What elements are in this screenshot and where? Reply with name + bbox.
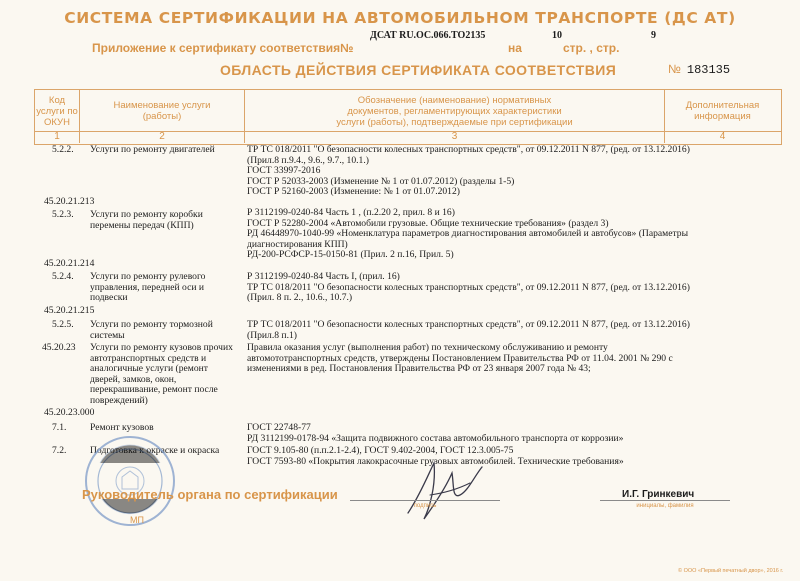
main-title: ОБЛАСТЬ ДЕЙСТВИЯ СЕРТИФИКАТА СООТВЕТСТВИЯ bbox=[220, 62, 617, 78]
service-name: Услуги по ремонту тормозной bbox=[90, 319, 213, 330]
name-caption: инициалы, фамилия bbox=[636, 503, 694, 509]
document-line: ГОСТ 9.105-80 (п.п.2.1-2.4), ГОСТ 9.402-2004, ГОСТ 12.3.005-75 bbox=[247, 445, 514, 456]
okun-code: 45.20.21.213 bbox=[44, 196, 95, 207]
row-code: 5.2.2. bbox=[52, 144, 74, 155]
row-code: 5.2.3. bbox=[52, 209, 74, 220]
appendix-label: Приложение к сертификату соответствия bbox=[92, 41, 341, 55]
document-line: ГОСТ 22748-77 bbox=[247, 422, 311, 433]
printer-imprint: © ООО «Первый печатный двор», 2016 г. bbox=[678, 568, 784, 574]
document-line: ГОСТ Р 52280-2004 «Автомобили грузовые. Общие технические требования» (раздел 3) bbox=[247, 217, 609, 229]
service-name: дверей, замков, окон, bbox=[90, 373, 177, 385]
document-line: изменениями в ред. Постановления Правительства РФ от 23 января 2007 года № 43; bbox=[247, 363, 591, 374]
service-name: подвески bbox=[90, 292, 128, 303]
serial-value: 183135 bbox=[686, 63, 731, 77]
service-name: системы bbox=[90, 329, 125, 341]
system-title: СИСТЕМА СЕРТИФИКАЦИИ НА АВТОМОБИЛЬНОМ ТРАНСПОРТЕ (ДС АТ) bbox=[64, 9, 736, 27]
number-sign: № bbox=[340, 41, 354, 55]
row-code: 5.2.5. bbox=[52, 319, 74, 330]
service-name: Услуги по ремонту кузовов прочих bbox=[90, 342, 233, 353]
service-name: Услуги по ремонту двигателей bbox=[90, 144, 215, 155]
signer-name: И.Г. Гринкевич bbox=[622, 489, 695, 500]
okun-code: 45.20.21.215 bbox=[44, 305, 95, 316]
document-line: ГОСТ 33997-2016 bbox=[247, 165, 321, 176]
okun-code: 45.20.23.000 bbox=[44, 407, 95, 418]
document-line: РД 46448970-1040-99 «Номенклатура параметров диагностирования автомобилей и автобусов» (Параметры bbox=[247, 228, 689, 239]
certificate-number: ДСАТ RU.OC.066.TO2135 bbox=[370, 30, 486, 41]
service-name: Ремонт кузовов bbox=[90, 422, 154, 433]
service-name: аналогичные услуги (ремонт bbox=[90, 363, 209, 374]
column-header-documents: Обозначение (наименование) нормативных документов, регламентирующих характеристики услуги (работы), подтверждаемые при сертификации bbox=[336, 94, 573, 128]
column-number: 2 bbox=[159, 131, 165, 142]
column-number: 4 bbox=[719, 131, 726, 142]
document-line: автомототранспортных средств, утверждены Постановлением Правительства РФ от 11.04. 2001 № 290 с bbox=[247, 352, 673, 364]
head-of-certification-label: Руководитель органа по сертификации bbox=[82, 487, 338, 502]
page-number: 10 bbox=[552, 30, 562, 41]
document-line: ГОСТ 7593-80 «Покрытия лакокрасочные грузовых автомобилей. Технические требования» bbox=[247, 455, 624, 467]
document-line: (Прил.8 п.1) bbox=[247, 329, 297, 341]
service-name: автотранспортных средств и bbox=[90, 352, 207, 364]
row-code: 7.1. bbox=[52, 422, 67, 433]
service-name: Услуги по ремонту коробки bbox=[90, 209, 203, 220]
service-name: перемены передач (КПП) bbox=[90, 219, 194, 231]
document-line: ТР ТС 018/2011 "О безопасности колесных транспортных средств", от 09.12.2011 N 877, (ред. от 13.12.2016) bbox=[247, 281, 690, 293]
serial-number bbox=[668, 62, 730, 77]
document-line: РД 3112199-0178-94 «Защита подвижного состава автомобильного транспорта от коррозии» bbox=[247, 432, 624, 444]
signature-caption: подпись bbox=[413, 503, 437, 509]
document-line: ТР ТС 018/2011 "О безопасности колесных транспортных средств", от 09.12.2011 N 877, (ред. от 13.12.2016) bbox=[247, 144, 690, 155]
document-line: ГОСТ Р 52160-2003 (Изменение: № 1 от 01.07.2012) bbox=[247, 186, 460, 197]
document-line: Р 3112199-0240-84 Часть 1 , (п.2.20 2, прил. 8 и 16) bbox=[247, 207, 455, 218]
row-code: 7.2. bbox=[52, 445, 67, 456]
stamp-place-label: МП bbox=[130, 515, 144, 525]
column-header-info: Дополнительная информация bbox=[685, 100, 760, 122]
handwritten-signature bbox=[400, 455, 490, 525]
document-line: РД-200-РСФСР-15-0150-81 (Прил. 2 п.16, Прил. 5) bbox=[247, 249, 454, 260]
document-line: (Прил. 8 п. 2., 10.6., 10.7.) bbox=[247, 292, 353, 303]
document-line: диагностирования КПП) bbox=[247, 238, 348, 250]
document-line: Р 3112199-0240-84 Часть I, (прил. 16) bbox=[247, 271, 400, 282]
service-name: Услуги по ремонту рулевого bbox=[90, 271, 206, 282]
pages-label: стр. , стр. bbox=[563, 41, 620, 55]
document-line: ТР ТС 018/2011 "О безопасности колесных транспортных средств", от 09.12.2011 N 877, (ред. от 13.12.2016) bbox=[247, 319, 690, 330]
row-code: 5.2.4. bbox=[52, 271, 74, 282]
column-number: 1 bbox=[54, 131, 60, 142]
row-code: 45.20.23 bbox=[42, 342, 76, 353]
name-line bbox=[600, 500, 730, 501]
service-name: перекрашивание, ремонт после bbox=[90, 384, 218, 395]
service-name: Подготовка к окраске и окраска bbox=[90, 445, 220, 456]
document-line: Правила оказания услуг (выполнения работ) по техническому обслуживанию и ремонту bbox=[247, 342, 608, 353]
serial-sign: № bbox=[668, 62, 681, 76]
page-count: 9 bbox=[651, 30, 656, 41]
signature-line bbox=[350, 500, 500, 501]
service-name: управления, передней оси и bbox=[90, 281, 205, 293]
document-line: (Прил.8 п.9.4., 9.6., 9.7., 10.1.) bbox=[247, 154, 369, 166]
column-number: 3 bbox=[451, 131, 458, 142]
document-line: ГОСТ Р 52033-2003 (Изменение № 1 от 01.07.2012) (разделы 1-5) bbox=[247, 175, 515, 187]
okun-code: 45.20.21.214 bbox=[44, 258, 95, 269]
service-name: повреждений) bbox=[90, 394, 148, 406]
column-header-service: Наименование услуги (работы) bbox=[113, 100, 211, 122]
page-on-label: на bbox=[508, 41, 522, 55]
column-header-code: Код услуги по ОКУН bbox=[36, 94, 78, 128]
